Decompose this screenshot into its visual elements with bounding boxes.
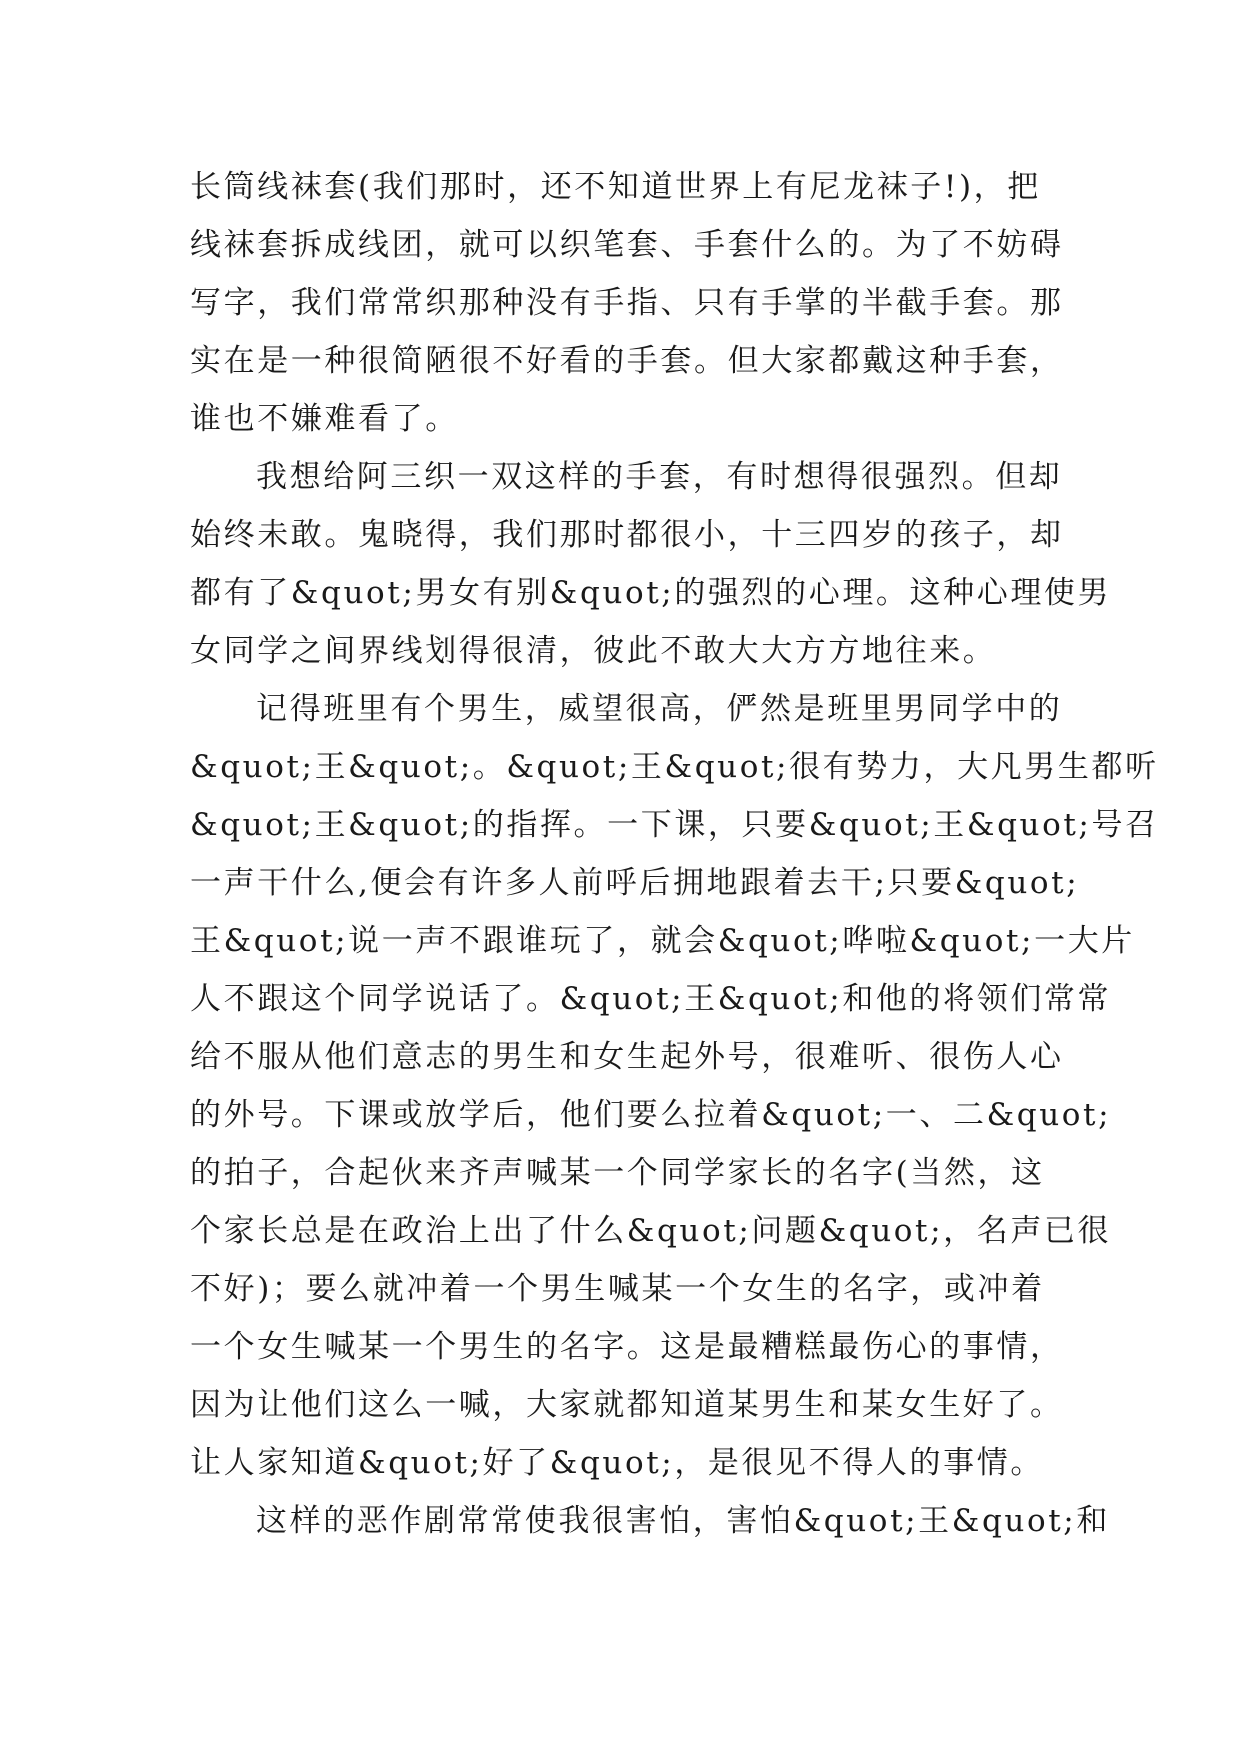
text-line: 一声干什么,便会有许多人前呼后拥地跟着去干;只要&quot; (190, 865, 1080, 901)
text-line: 线袜套拆成线团，就可以织笔套、手套什么的。为了不妨碍 (190, 227, 1064, 263)
text-line: 的外号。下课或放学后，他们要么拉着&quot;一、二&quot; (190, 1097, 1112, 1133)
text-line: 王&quot;说一声不跟谁玩了，就会&quot;哗啦&quot;一大片 (190, 923, 1135, 959)
paragraph (190, 680, 1159, 1492)
paragraph (190, 448, 1112, 680)
text-line: 个家长总是在政治上出了什么&quot;问题&quot;，名声已很 (190, 1213, 1112, 1249)
text-line: 都有了&quot;男女有别&quot;的强烈的心理。这种心理使男 (190, 575, 1112, 611)
text-line: 女同学之间界线划得很清，彼此不敢大大方方地往来。 (190, 633, 997, 669)
paragraph (190, 1492, 1110, 1550)
text-line: 始终未敢。鬼晓得，我们那时都很小，十三四岁的孩子，却 (190, 517, 1064, 553)
text-line: 一个女生喊某一个男生的名字。这是最糟糕最伤心的事情， (190, 1329, 1064, 1365)
text-line: 我想给阿三织一双这样的手套，有时想得很强烈。但却 (256, 459, 1063, 495)
text-line: 这样的恶作剧常常使我很害怕，害怕&quot;王&quot;和 (256, 1503, 1110, 1539)
text-line: 实在是一种很简陋很不好看的手套。但大家都戴这种手套， (190, 343, 1064, 379)
text-line: 给不服从他们意志的男生和女生起外号，很难听、很伤人心 (190, 1039, 1064, 1075)
text-line: &quot;王&quot;的指挥。一下课，只要&quot;王&quot;号召 (190, 807, 1159, 843)
text-line: 不好)；要么就冲着一个男生喊某一个女生的名字，或冲着 (190, 1271, 1045, 1307)
document-body (190, 158, 1159, 1550)
text-line: 人不跟这个同学说话了。&quot;王&quot;和他的将领们常常 (190, 981, 1112, 1017)
text-line: &quot;王&quot;。&quot;王&quot;很有势力，大凡男生都听 (190, 749, 1159, 785)
text-line: 让人家知道&quot;好了&quot;，是很见不得人的事情。 (190, 1445, 1044, 1481)
text-line: 长筒线袜套(我们那时，还不知道世界上有尼龙袜子!)，把 (190, 169, 1041, 205)
text-line: 因为让他们这么一喊，大家就都知道某男生和某女生好了。 (190, 1387, 1064, 1423)
paragraph (190, 158, 1070, 448)
text-line: 谁也不嫌难看了。 (190, 401, 459, 437)
text-line: 写字，我们常常织那种没有手指、只有手掌的半截手套。那 (190, 285, 1064, 321)
text-line: 记得班里有个男生，威望很高，俨然是班里男同学中的 (256, 691, 1063, 727)
text-line: 的拍子，合起伙来齐声喊某一个同学家长的名字(当然，这 (190, 1155, 1045, 1191)
